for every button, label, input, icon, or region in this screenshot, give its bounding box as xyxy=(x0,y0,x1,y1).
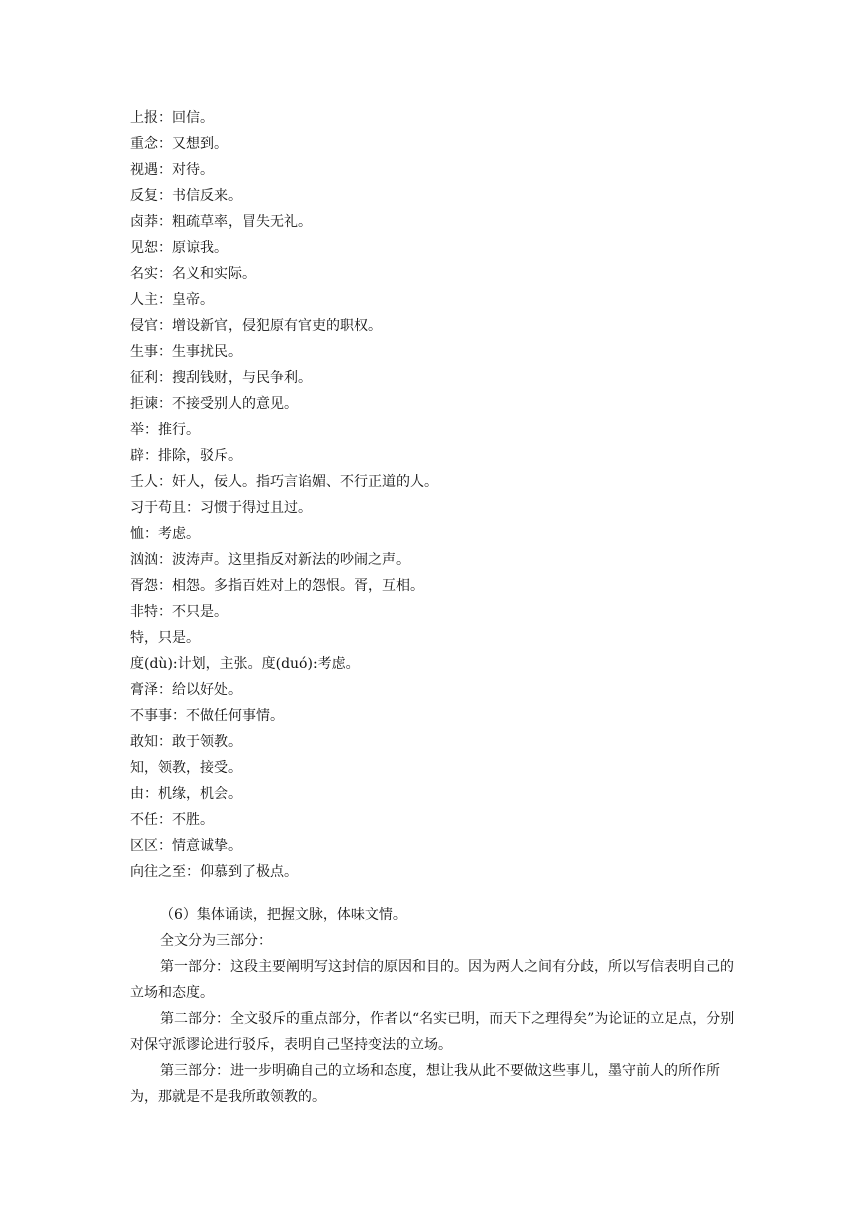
glossary-entry: 见恕：原谅我。 xyxy=(130,240,228,256)
glossary-entry: 度(dù):计划，主张。度(duó):考虑。 xyxy=(130,656,360,672)
glossary-entry: 胥怨：相怨。多指百姓对上的怨恨。胥，互相。 xyxy=(130,578,424,594)
glossary-entry: 人主：皇帝。 xyxy=(130,292,214,308)
glossary-entry: 重念：又想到。 xyxy=(130,136,228,152)
part-two-paragraph: 第二部分：全文驳斥的重点部分，作者以“名实已明，而天下之理得矣”为论证的立足点，分别对保守派谬论进行驳斥，表明自己坚持变法的立场。 xyxy=(130,1011,735,1053)
glossary-entry: 非特：不只是。 xyxy=(130,604,228,620)
glossary-entry: 壬人：奸人，佞人。指巧言谄媚、不行正道的人。 xyxy=(130,474,438,490)
glossary-entry: 视遇：对待。 xyxy=(130,162,214,178)
glossary-entry: 辟：排除，驳斥。 xyxy=(130,448,242,464)
glossary-entry: 习于苟且：习惯于得过且过。 xyxy=(130,500,312,516)
glossary-entry: 区区：情意诚挚。 xyxy=(130,838,242,854)
glossary-entry: 汹汹：波涛声。这里指反对新法的吵闹之声。 xyxy=(130,552,410,568)
glossary-entry: 不任：不胜。 xyxy=(130,812,214,828)
glossary-entry: 反复：书信反来。 xyxy=(130,188,242,204)
glossary-entry: 生事：生事扰民。 xyxy=(130,344,242,360)
glossary-entry: 不事事：不做任何事情。 xyxy=(130,708,284,724)
glossary-entry: 拒谏：不接受别人的意见。 xyxy=(130,396,298,412)
glossary-entry: 侵官：增设新官，侵犯原有官吏的职权。 xyxy=(130,318,382,334)
glossary-entry: 知，领教，接受。 xyxy=(130,760,242,776)
glossary-entry: 卤莽：粗疏草率，冒失无礼。 xyxy=(130,214,312,230)
glossary-entry: 由：机缘，机会。 xyxy=(130,786,242,802)
part-one-paragraph: 第一部分：这段主要阐明写这封信的原因和目的。因为两人之间有分歧，所以写信表明自己的立场和态度。 xyxy=(130,959,734,1001)
glossary-entry: 特，只是。 xyxy=(130,630,200,646)
glossary-entry: 上报：回信。 xyxy=(130,110,214,126)
section-intro: 全文分为三部分： xyxy=(160,933,272,949)
glossary-list xyxy=(130,105,750,885)
glossary-entry: 名实：名义和实际。 xyxy=(130,266,256,282)
section-heading: （6）集体诵读，把握文脉，体味文情。 xyxy=(160,907,407,923)
part-three-paragraph: 第三部分：进一步明确自己的立场和态度，想让我从此不要做这些事儿，墨守前人的所作所为，那就是不是我所敢领教的。 xyxy=(130,1063,720,1105)
glossary-entry: 向往之至：仰慕到了极点。 xyxy=(130,864,298,880)
glossary-entry: 膏泽：给以好处。 xyxy=(130,682,242,698)
structure-section xyxy=(130,902,735,1110)
glossary-entry: 恤：考虑。 xyxy=(130,526,200,542)
glossary-entry: 敢知：敢于领教。 xyxy=(130,734,242,750)
glossary-entry: 征利：搜刮钱财，与民争利。 xyxy=(130,370,312,386)
glossary-entry: 举：推行。 xyxy=(130,422,200,438)
